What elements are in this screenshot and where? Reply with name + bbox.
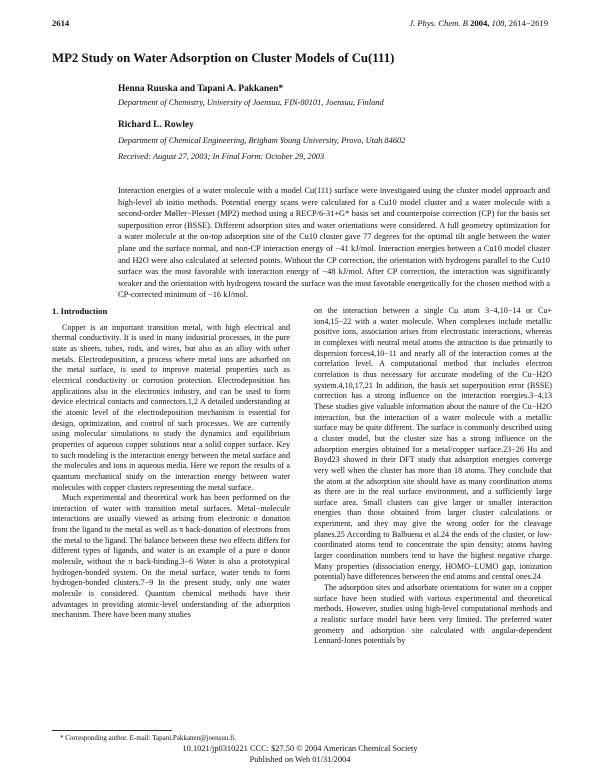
journal-name: J. Phys. Chem. B [409, 18, 468, 28]
author-names-2: Richard L. Rowley [118, 120, 194, 130]
footer-doi: 10.1021/jp0310221 CCC: $27.50 © 2004 American Chemical Society [182, 744, 418, 753]
running-header [52, 18, 548, 32]
journal-year: 2004, [470, 18, 490, 28]
journal-citation [409, 18, 548, 28]
left-column [52, 306, 290, 621]
received-dates: Received: August 27, 2003; In Final Form: October 29, 2003 [118, 152, 325, 161]
paragraph: Much experimental and theoretical work has been performed on the interaction of water with transition metal surfaces. Metal−molecule interactions are usually viewed as arising from electronic σ donation from the ligand to the metal as well as π back-donation of electrons from the metal to the ligand. The balance between these two effects differs for different types of ligands, and water is an example of a pure σ donor molecule, without the π back-binding.3−6 Water is also a prototypical hydrogen-bonded system. On the metal surface, water tends to form hydrogen-bonded clusters.7−9 In the present study, only one water molecule is considered. Quantum chemical methods have their advantages in providing atomic-level understanding of the adsorption mechanism. There have been many studies [52, 493, 290, 620]
abstract: Interaction energies of a water molecule with a model Cu(111) surface were investigated using the cluster model approach and high-level ab initio methods. Potential energy scans were calculated for a Cu10 model cluster and a water molecule with a second-order Møller−Plesset (MP2) method using a RECP/6-31+G* basis set and counterpoise correction (CP) for the basis set superposition error (BSSE). Different adsorption sites and water orientations were considered. A full geometry optimization for a water molecule at the on-top adsorption site of the Cu10 cluster gave 77 degrees for the optimal tilt angle between the water plane and the surface normal, and non-CP interaction energy of −41 kJ/mol. Interaction energies between a Cu10 model cluster and H2O were also calculated at selected points. Without the CP correction, the orientation with hydrogens parallel to the Cu10 surface was the most favorable with interaction energy of −48 kJ/mol. After CP correction, the interaction was significantly weaker and the orientation with hydrogens toward the surface was the most favorable energetically for the chosen method with a CP-corrected minimum of −16 kJ/mol. [118, 186, 550, 300]
footnote: * Corresponding author. E-mail: Tapani.Pakkanen@joensuu.fi. [60, 734, 237, 742]
journal-pages: 2614−2619 [508, 18, 548, 28]
author-affiliation-2: Department of Chemical Engineering, Brigham Young University, Provo, Utah 84602 [118, 136, 406, 145]
paragraph: Copper is an important transition metal, with high electrical and thermal conductivity. It is used in many industrial processes, in the pure state as sheets, tubes, rods, and wires, but also as an alloy with other metals. Electrodeposition, a process where metal ions are adsorbed on the metal surface, is used to improve material properties such as electrical conductivity or corrosion protection. Electrodeposition has applications also in the electronics industry, and can be used to form device electrical contacts and connectors.1,2 A detailed understanding at the atomic level of the electrodeposition mechanism is essential for design, optimization, and control of such processes. We are currently using molecular simulations to study the dynamics and equilibrium properties of aqueous copper solutions near a solid copper surface. Key to such modeling is the interaction energy between the metal surface and the molecules and ions in aqueous media. Here we report the results of a quantum mechanical study on the interaction energy between water molecules with copper clusters representing the metal surface. [52, 322, 290, 492]
paragraph: on the interaction between a single Cu atom 3−4,10−14 or Cu+ ion4,15−22 with a water molecule. When complexes include metallic positive ions, association arises from electrostatic interactions, whereas in complexes with neutral metal atoms the attraction is due primarily to dispersion forces4,10−11 and nearly all of the interaction comes at the correlation level. A computational method that includes electron correlation is thus necessary for accurate modeling of the Cu−H2O system.4,10,17,21 In addition, the basis set superposition error (BSSE) correction has a strong influence on the interaction energies.3−4,13 These studies give valuable information about the nature of the Cu−H2O interaction, but the interaction of a water molecule with a metallic surface may be quite different. The surface is commonly described using a cluster model, but the cluster size has a strong influence on the adsorption energies obtained for a metal/copper surface.23−26 Hu and Boyd23 showed in their DFT study that adsorption energies converge very well when the cluster has more than 18 atoms. They conclude that the atom at the adsorption site should have as many coordination atoms as there are in the real surface environment, and a sufficiently large surface area. Small clusters can give larger or smaller interaction energies than those obtained from larger cluster calculations or experiment, and they may give the wrong order for the cleavage planes.25 According to Balbuena et al.24 the ends of the cluster, or low-coordinated atoms tend to concentrate the spin density; atoms having larger coordination numbers tend to have the highest negative charge. Many properties (dissociation energy, HOMO−LUMO gap, ionization potential) have differences between the end atoms and central ones.24 [314, 306, 552, 582]
footer-published: Published on Web 01/31/2004 [249, 755, 351, 764]
journal-volume: 108, [491, 18, 507, 28]
paper-title: MP2 Study on Water Adsorption on Cluster Models of Cu(111) [52, 51, 395, 65]
right-column [314, 306, 552, 647]
author-names-1: Henna Ruuska and Tapani A. Pakkanen* [118, 84, 284, 94]
author-affiliation-1: Department of Chemistry, University of Joensuu, FIN-80101, Joensuu, Finland [118, 98, 384, 107]
paragraph: The adsorption sites and adsorbate orientations for water on a copper surface have been studied with various experimental and theoretical methods. However, studies using high-level computational methods and a realistic surface model have been very limited. The preferred water geometry and adsorption site calculated with angular-dependent Lennard-Jones potentials by [314, 583, 552, 646]
page-number: 2614 [52, 18, 70, 28]
footnote-rule [52, 730, 172, 731]
section-title: 1. Introduction [52, 306, 108, 316]
